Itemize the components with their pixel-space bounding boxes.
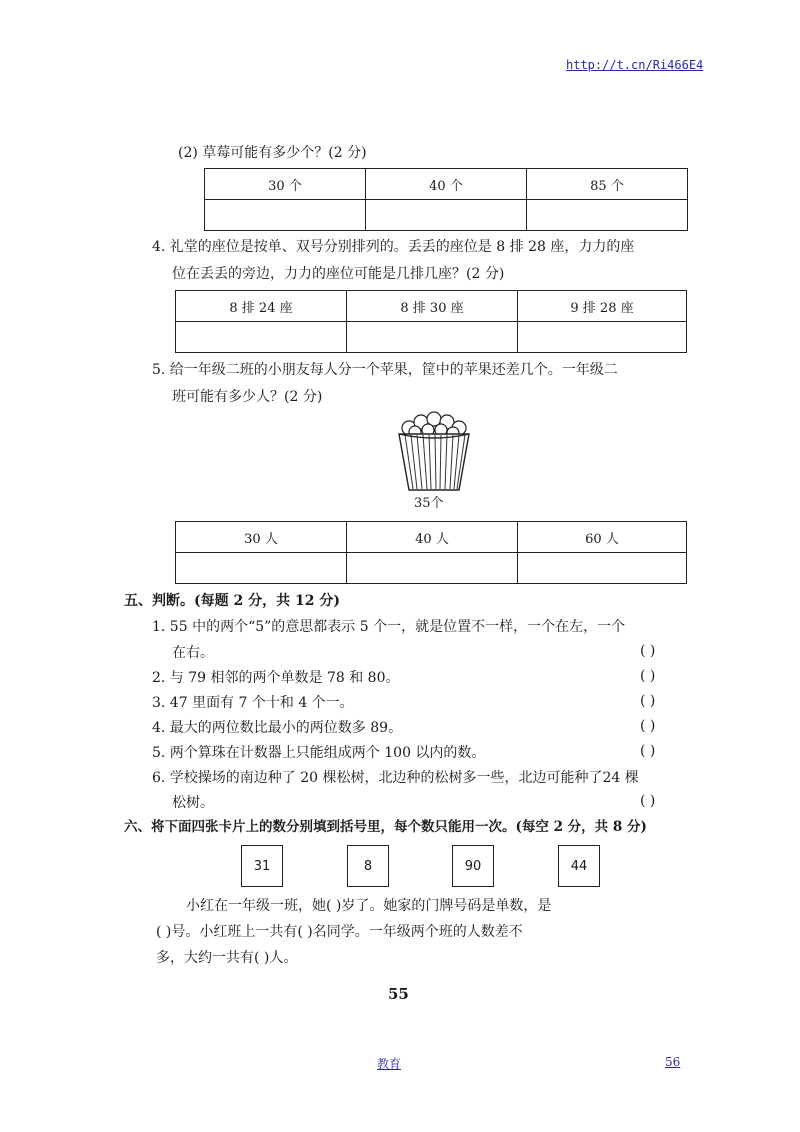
q2-answer-cell[interactable] <box>366 200 527 231</box>
judge-item-2: 2. 与 79 相邻的两个单数是 78 和 80。 <box>152 670 400 686</box>
number-card: 90 <box>452 845 494 887</box>
q4-options-table <box>175 290 687 353</box>
judge-item-6-cont: 松树。 <box>172 795 214 811</box>
q2-options-table <box>204 168 688 231</box>
q4-answer-cell[interactable] <box>518 322 687 353</box>
number-card: 31 <box>241 845 283 887</box>
judge-item-6: 6. 学校操场的南边种了 20 棵松树，北边种的松树多一些，北边可能种了24 棵 <box>152 770 639 786</box>
page-number: 55 <box>388 985 409 1003</box>
section6-para-line3: 多，大约一共有( )人。 <box>156 950 298 966</box>
answer-paren-4[interactable]: ( ) <box>640 718 656 734</box>
q2-answer-cell[interactable] <box>527 200 688 231</box>
q4-option: 8 排 30 座 <box>347 291 518 322</box>
q2-option: 85 个 <box>527 169 688 200</box>
judge-item-4: 4. 最大的两位数比最小的两位数多 89。 <box>152 720 403 736</box>
answer-paren-3[interactable]: ( ) <box>640 693 656 709</box>
q4-answer-cell[interactable] <box>347 322 518 353</box>
q5-option: 40 人 <box>347 522 518 553</box>
q5-answer-cell[interactable] <box>176 553 347 584</box>
section6-para-line1: 小红在一年级一班，她( )岁了。她家的门牌号码是单数，是 <box>186 898 552 914</box>
q5-options-table <box>175 521 687 584</box>
q4-line2: 位在丢丢的旁边，力力的座位可能是几排几座？(2 分) <box>172 266 505 282</box>
footer-left-link[interactable]: 教育 <box>377 1057 402 1071</box>
judge-item-1: 1. 55 中的两个“5”的意思都表示 5 个一，就是位置不一样，一个在左，一个 <box>152 619 626 635</box>
q5-answer-cell[interactable] <box>347 553 518 584</box>
footer-right-link[interactable]: 56 <box>665 1055 681 1069</box>
q4-option: 8 排 24 座 <box>176 291 347 322</box>
judge-item-1-cont: 在右。 <box>172 645 214 661</box>
q5-line2: 班可能有多少人？(2 分) <box>172 389 323 405</box>
q4-answer-cell[interactable] <box>176 322 347 353</box>
q4-option: 9 排 28 座 <box>518 291 687 322</box>
q5-line1: 5. 给一年级二班的小朋友每人分一个苹果，筐中的苹果还差几个。一年级二 <box>152 362 618 378</box>
q2-answer-cell[interactable] <box>205 200 366 231</box>
answer-paren-1[interactable]: ( ) <box>640 643 656 659</box>
number-card: 8 <box>347 845 389 887</box>
section6-heading: 六、将下面四张卡片上的数分别填到括号里，每个数只能用一次。(每空 2 分，共 8 分) <box>124 819 647 835</box>
apple-basket-icon <box>395 408 473 492</box>
q4-line1: 4. 礼堂的座位是按单、双号分别排列的。丢丢的座位是 8 排 28 座，力力的座 <box>152 239 635 255</box>
q5-answer-cell[interactable] <box>518 553 687 584</box>
q5-option: 30 人 <box>176 522 347 553</box>
q2-option: 30 个 <box>205 169 366 200</box>
judge-item-3: 3. 47 里面有 7 个十和 4 个一。 <box>152 695 354 711</box>
q5-option: 60 人 <box>518 522 687 553</box>
basket-label: 35个 <box>414 496 444 511</box>
answer-paren-2[interactable]: ( ) <box>640 668 656 684</box>
answer-paren-5[interactable]: ( ) <box>640 743 656 759</box>
header-url-link[interactable]: http://t.cn/Ri466E4 <box>566 58 704 72</box>
number-card: 44 <box>558 845 600 887</box>
section6-para-line2: ( )号。小红班上一共有( )名同学。一年级两个班的人数差不 <box>156 924 523 940</box>
answer-paren-6[interactable]: ( ) <box>640 793 656 809</box>
judge-item-5: 5. 两个算珠在计数器上只能组成两个 100 以内的数。 <box>152 745 486 761</box>
section5-heading: 五、判断。(每题 2 分，共 12 分) <box>124 593 340 609</box>
q2-option: 40 个 <box>366 169 527 200</box>
q2-question: (2) 草莓可能有多少个？(2 分) <box>178 145 367 161</box>
